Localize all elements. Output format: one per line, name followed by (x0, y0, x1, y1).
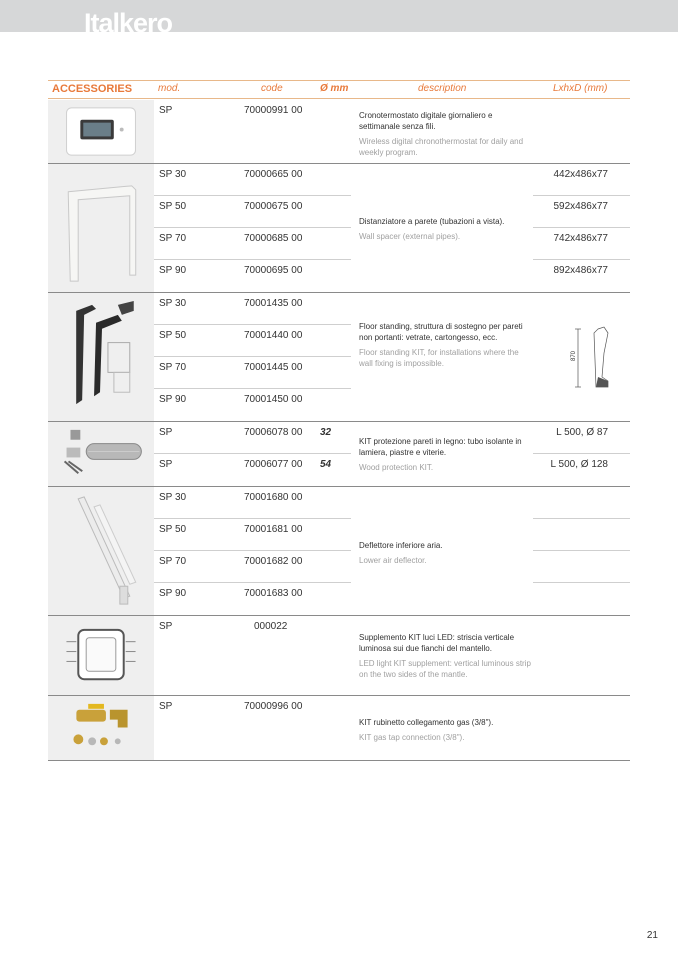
description-english: Floor standing KIT, for installations where the wall fixing is impossible. (359, 348, 519, 368)
header-code: code (261, 83, 283, 94)
description-italian: KIT rubinetto collegamento gas (3/8"). (359, 718, 494, 727)
row-dimensions: 442x486x77 (553, 169, 608, 180)
row-dimensions: L 500, Ø 87 (556, 427, 608, 438)
product-group-chronothermostat (48, 100, 630, 164)
description-english: Wall spacer (external pipes). (359, 232, 461, 241)
row-mod: SP 30 (159, 492, 187, 503)
table-row (154, 164, 630, 196)
product-group-wall-spacer (48, 164, 630, 293)
product-group-air-deflector (48, 487, 630, 616)
row-mod: SP 90 (159, 265, 187, 276)
row-dimensions: 742x486x77 (553, 233, 608, 244)
table-row (154, 487, 630, 519)
row-mod: SP 90 (159, 588, 187, 599)
description-cell (359, 321, 531, 369)
header-description: description (418, 83, 467, 94)
row-code: 70006078 00 (244, 427, 303, 438)
description-cell (359, 110, 531, 158)
description-italian: KIT protezione pareti in legno: tubo isolante in lamiera, piastre e viterie. (359, 437, 522, 457)
product-group-gas-tap (48, 696, 630, 761)
row-code: 70000675 00 (244, 201, 303, 212)
row-mod: SP 90 (159, 394, 187, 405)
pipe-kit-icon (48, 422, 154, 486)
table-row (154, 260, 630, 293)
row-mod: SP 70 (159, 556, 187, 567)
description-italian: Distanziatore a parete (tubazioni a vista). (359, 217, 505, 226)
header-mod: mod. (158, 83, 181, 94)
row-code: 70001445 00 (244, 362, 303, 373)
description-cell (359, 717, 531, 743)
header-diameter: Ø mm (320, 83, 349, 94)
row-code: 70000996 00 (244, 701, 303, 712)
table-row (154, 389, 630, 422)
row-code: 000022 (254, 621, 288, 632)
row-dimensions: 592x486x77 (553, 201, 608, 212)
top-banner (0, 0, 678, 32)
thermostat-icon (48, 100, 154, 163)
description-english: KIT gas tap connection (3/8"). (359, 733, 465, 742)
description-english: LED light KIT supplement: vertical luminous strip on the two sides of the mantle. (359, 659, 531, 679)
row-mod: SP (159, 459, 173, 470)
description-english: Wireless digital chronothermostat for daily and weekly program. (359, 137, 524, 157)
product-image-gas-tap (48, 696, 154, 760)
row-mod: SP (159, 105, 173, 116)
row-mod: SP 70 (159, 362, 187, 373)
row-mod: SP 50 (159, 330, 187, 341)
row-mod: SP (159, 427, 173, 438)
row-code: 70001435 00 (244, 298, 303, 309)
drawing-height-label: 870 (571, 350, 577, 361)
description-cell (359, 436, 531, 473)
table-row (154, 583, 630, 616)
row-mod: SP 50 (159, 524, 187, 535)
row-mod: SP (159, 701, 173, 712)
row-dimensions: 892x486x77 (553, 265, 608, 276)
row-code: 70000685 00 (244, 233, 303, 244)
header-dimensions: LxhxD (mm) (553, 83, 608, 94)
description-italian: Supplemento KIT luci LED: striscia verticale luminosa sui due fianchi del mantello. (359, 633, 515, 653)
row-mod: SP 50 (159, 201, 187, 212)
floor-standing-kit-icon (48, 293, 154, 421)
table-header (48, 80, 630, 99)
row-code: 70001681 00 (244, 524, 303, 535)
product-image-led-kit (48, 616, 154, 695)
description-italian: Cronotermostato digitale giornaliero e settimanale senza fili. (359, 111, 493, 131)
page-number: 21 (646, 930, 658, 941)
row-code: 70000991 00 (244, 105, 303, 116)
description-english: Lower air deflector. (359, 556, 427, 565)
row-dimensions: L 500, Ø 128 (550, 459, 608, 470)
row-code: 70006077 00 (244, 459, 303, 470)
floor-standing-drawing (568, 323, 618, 393)
description-italian: Floor standing, struttura di sostegno per pareti non portanti: vetrate, cartongesso, ecc. (359, 322, 523, 342)
product-image-air-deflector (48, 487, 154, 615)
row-code: 70001683 00 (244, 588, 303, 599)
row-code: 70001450 00 (244, 394, 303, 405)
product-image-chronothermostat (48, 100, 154, 163)
brand-logo: Italkero (84, 8, 173, 32)
deflector-icon (48, 487, 154, 615)
row-mod: SP (159, 621, 173, 632)
row-mod: SP 70 (159, 233, 187, 244)
header-accessories: ACCESSORIES (52, 83, 133, 95)
product-image-wood-protection (48, 422, 154, 486)
product-group-wood-protection (48, 422, 630, 487)
description-english: Wood protection KIT. (359, 463, 434, 472)
gas-tap-icon (48, 696, 154, 760)
product-group-led-kit (48, 616, 630, 696)
row-code: 70000695 00 (244, 265, 303, 276)
description-cell (359, 540, 531, 566)
row-code: 70000665 00 (244, 169, 303, 180)
product-image-floor-standing (48, 293, 154, 421)
row-diameter: 54 (320, 459, 332, 470)
led-frame-icon (48, 616, 154, 695)
row-mod: SP 30 (159, 169, 187, 180)
description-cell (359, 632, 531, 680)
product-image-wall-spacer (48, 164, 154, 292)
description-cell (359, 216, 531, 242)
row-diameter: 32 (320, 427, 332, 438)
wall-spacer-icon (48, 164, 154, 292)
description-italian: Deflettore inferiore aria. (359, 541, 443, 550)
row-code: 70001440 00 (244, 330, 303, 341)
row-code: 70001682 00 (244, 556, 303, 567)
product-group-floor-standing (48, 293, 630, 422)
row-mod: SP 30 (159, 298, 187, 309)
row-code: 70001680 00 (244, 492, 303, 503)
